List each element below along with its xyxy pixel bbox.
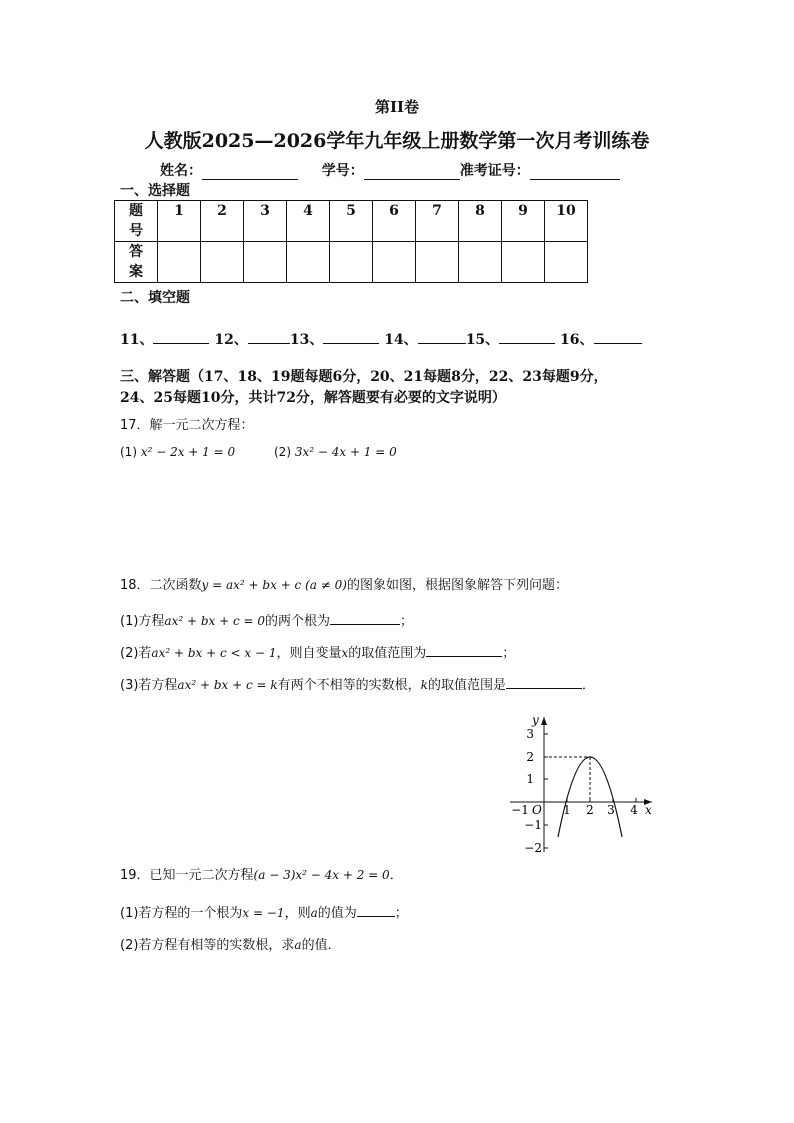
number-cell: 8 <box>459 201 502 242</box>
q19-part2: (2)若方程有相等的实数根，求a的值． <box>120 938 341 953</box>
number-cell: 1 <box>158 201 201 242</box>
q18-part2: (2)若ax² + bx + c < x − 1，则自变量x的取值范围为 ； <box>120 646 516 661</box>
answer-header-cell: 答 案 <box>115 242 158 283</box>
page-title: 人教版2025—2026学年九年级上册数学第一次月考训练卷 <box>144 130 650 152</box>
number-cell: 9 <box>502 201 545 242</box>
blank-14[interactable] <box>418 331 466 344</box>
y-axis-label: y <box>532 713 539 727</box>
name-field[interactable] <box>202 165 298 180</box>
y-tick-label: 3 <box>526 727 534 741</box>
answer-cell[interactable] <box>201 242 244 283</box>
answer-table-number-row <box>115 201 588 242</box>
number-cell: 6 <box>373 201 416 242</box>
number-header-cell: 题 号 <box>115 201 158 242</box>
section-1-title: 一、选择题 <box>120 183 190 199</box>
fill-item-12: 12、 <box>214 332 248 348</box>
number-cell: 3 <box>244 201 287 242</box>
q18-blank-3[interactable] <box>506 676 582 689</box>
blank-16[interactable] <box>594 331 642 344</box>
answer-cell[interactable] <box>459 242 502 283</box>
exam-number-field[interactable] <box>530 165 620 180</box>
id-label: 学号： <box>321 163 364 179</box>
answer-cell[interactable] <box>244 242 287 283</box>
fill-item-14: 14、 <box>384 332 418 348</box>
y-tick-label: −1 <box>524 818 542 832</box>
answer-cell[interactable] <box>330 242 373 283</box>
q19-blank-1[interactable] <box>357 904 395 917</box>
y-tick-label: −2 <box>524 841 542 855</box>
x-tick-label: 4 <box>630 803 638 817</box>
x-tick-label: 2 <box>586 803 594 817</box>
x-axis-label: x <box>645 803 652 817</box>
q17-stem: 17．解一元二次方程： <box>120 418 254 433</box>
q19-part1: (1)若方程的一个根为x = −1，则a的值为 ； <box>120 906 408 921</box>
y-tick-label: 1 <box>526 772 534 786</box>
fill-blank-line <box>120 329 642 349</box>
x-tick-label: −1 <box>511 803 529 817</box>
q18-stem: 18．二次函数y = ax² + bx + c (a ≠ 0)的图象如图，根据图象解答下列问题： <box>120 578 568 593</box>
q17-part2: (2) 3x² − 4x + 1 = 0 <box>274 445 397 459</box>
x-tick-label: 3 <box>607 803 615 817</box>
y-tick-label: 2 <box>526 750 534 764</box>
answer-table-answer-row <box>115 242 588 283</box>
number-cell: 2 <box>201 201 244 242</box>
fill-item-13: 13、 <box>289 332 324 348</box>
section-3-title-line2: 24、25每题10分，共计72分，解答题要有必要的文字说明） <box>120 390 506 406</box>
blank-15[interactable] <box>499 331 555 344</box>
number-cell: 7 <box>416 201 459 242</box>
answer-cell[interactable] <box>545 242 588 283</box>
answer-cell[interactable] <box>373 242 416 283</box>
q19-stem-eq: (a − 3)x² − 4x + 2 = 0 <box>253 868 390 882</box>
answer-cell[interactable] <box>158 242 201 283</box>
q17-eq2: 3x² − 4x + 1 = 0 <box>294 445 397 459</box>
q18-part3: (3)若方程ax² + bx + c = k有两个不相等的实数根，k的取值范围是 ． <box>120 678 595 693</box>
y-axis-arrow <box>541 717 547 725</box>
parabola-graph <box>506 712 656 862</box>
id-field[interactable] <box>364 165 460 180</box>
blank-13[interactable] <box>323 331 379 344</box>
section-3-title-line1: 三、解答题（17、18、19题每题6分，20、21每题8分，22、23每题9分， <box>120 369 608 385</box>
x-tick-label: 1 <box>563 803 571 817</box>
q17-eq1: x² − 2x + 1 = 0 <box>140 445 236 459</box>
q18-stem-eq: y = ax² + bx + c (a ≠ 0) <box>201 578 347 592</box>
blank-11[interactable] <box>153 331 209 344</box>
name-label: 姓名： <box>160 163 202 179</box>
volume-label: 第II卷 <box>374 98 420 116</box>
section-2-title: 二、填空题 <box>120 290 190 306</box>
exam-label: 准考证号： <box>459 163 530 179</box>
fill-item-16: 16、 <box>560 332 594 348</box>
q19-stem: 19．已知一元二次方程(a − 3)x² − 4x + 2 = 0． <box>120 868 403 883</box>
number-cell: 4 <box>287 201 330 242</box>
answer-cell[interactable] <box>416 242 459 283</box>
number-cell: 5 <box>330 201 373 242</box>
answer-cell[interactable] <box>502 242 545 283</box>
student-info-line <box>160 160 620 180</box>
fill-item-11: 11、 <box>120 332 154 348</box>
answer-table <box>114 200 588 283</box>
q18-blank-2[interactable] <box>426 644 502 657</box>
q18-blank-1[interactable] <box>330 612 400 625</box>
blank-12[interactable] <box>248 331 290 344</box>
number-cell: 10 <box>545 201 588 242</box>
q17-part1: (1) x² − 2x + 1 = 0 <box>120 445 236 459</box>
q18-part1: (1)方程ax² + bx + c = 0的两个根为 ； <box>120 614 414 629</box>
fill-item-15: 15、 <box>465 332 500 348</box>
origin-label: O <box>532 803 542 817</box>
answer-cell[interactable] <box>287 242 330 283</box>
